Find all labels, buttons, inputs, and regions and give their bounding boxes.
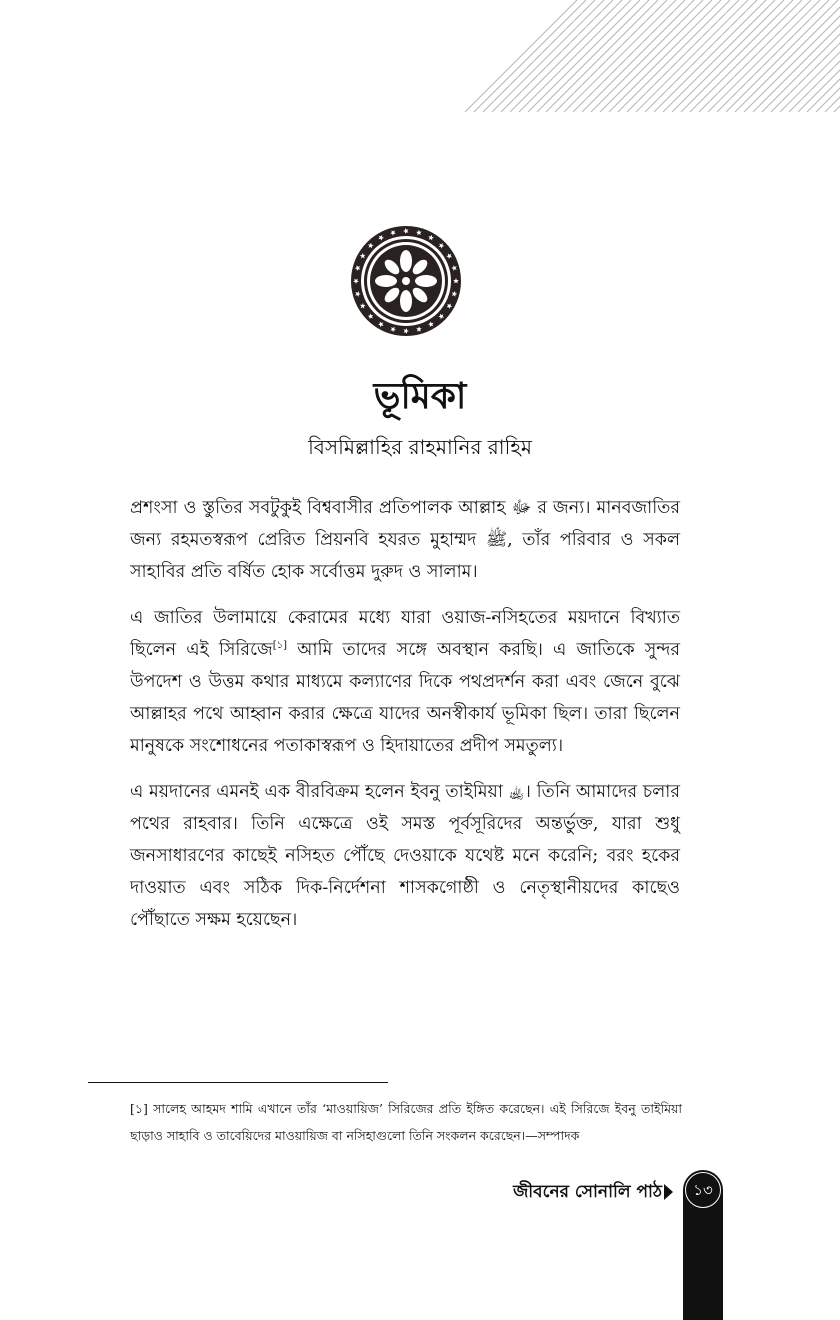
diagonal-hatch-decoration xyxy=(460,0,840,112)
body-text xyxy=(130,492,680,950)
paragraph-2-lead: এ জাতির উলামায়ে কেরামের মধ্যে যারা ওয়াজ-নসিহতের ময়দানে বিখ্যাত ছিলেন এই সিরিজে xyxy=(130,608,680,660)
paragraph-2-rest: আমি তাদের সঙ্গে অবস্থান করছি। এ জাতিকে সুন্দর উপদেশ ও উত্তম কথার মাধ্যমে কল্যাণের দিকে পথপ্রদর্শন করা এবং জেনে বুঝে আল্লাহর পথে আহ্বান করার ক্ষেত্রে যাদের অনস্বীকার্য ভূমিকা ছিল। তারা ছিলেন মানুষকে সংশোধনের পতাকাস্বরূপ ও হিদায়াতের প্রদীপ সমতুল্য। xyxy=(130,640,680,756)
ornament-emblem-icon xyxy=(350,225,462,337)
page-number: ১৩ xyxy=(693,1181,713,1199)
paragraph-2 xyxy=(130,602,680,762)
bismillah-subtitle: বিসমিল্লাহির রাহমানির রাহিম xyxy=(308,435,532,459)
footnote-reference[interactable]: [১] xyxy=(272,640,288,652)
chapter-title: ভূমিকা xyxy=(373,376,467,417)
paragraph-1: প্রশংসা ও স্তুতির সবটুকুই বিশ্ববাসীর প্রতিপালক আল্লাহ ﷻ র জন্য। মানবজাতির জন্য রহমতস্বরূপ প্রেরিত প্রিয়নবি হযরত মুহাম্মদ ﷺ, তাঁর পরিবার ও সকল সাহাবির প্রতি বর্ষিত হোক সর্বোত্তম দুরুদ ও সালাম। xyxy=(130,498,680,582)
paragraph-3: এ ময়দানের এমনই এক বীরবিক্রম হলেন ইবনু তাইমিয়া ﵀। তিনি আমাদের চলার পথের রাহবার। তিনি এক্ষেত্রে ওই সমস্ত পূর্বসূরিদের অন্তর্ভুক্ত, যারা শুধু জনসাধারণের কাছেই নসিহত পৌঁছে দেওয়াকে যথেষ্ট মনে করেনি; বরং হকের দাওয়াত এবং সঠিক দিক-নির্দেশনা শাসকগোষ্ঠী ও নেতৃস্থানীয়দের কাছেও পৌঁছাতে সক্ষম হয়েছেন। xyxy=(130,782,680,930)
triangle-right-icon xyxy=(664,1184,673,1200)
running-book-title: জীবনের সোনালি পাঠ xyxy=(513,1182,662,1202)
footnote-divider xyxy=(88,1082,388,1083)
footnote-text: [১] সালেহ আহমদ শামি এখানে তাঁর ‘মাওয়ায়িজ’ সিরিজের প্রতি ইঙ্গিত করেছেন। এই সিরিজে ইবনু তাইমিয়া ছাড়াও সাহাবি ও তাবেয়িদের মাওয়ায়িজ বা নসিহাগুলো তিনি সংকলন করেছেন।—সম্পাদক xyxy=(130,1101,682,1143)
